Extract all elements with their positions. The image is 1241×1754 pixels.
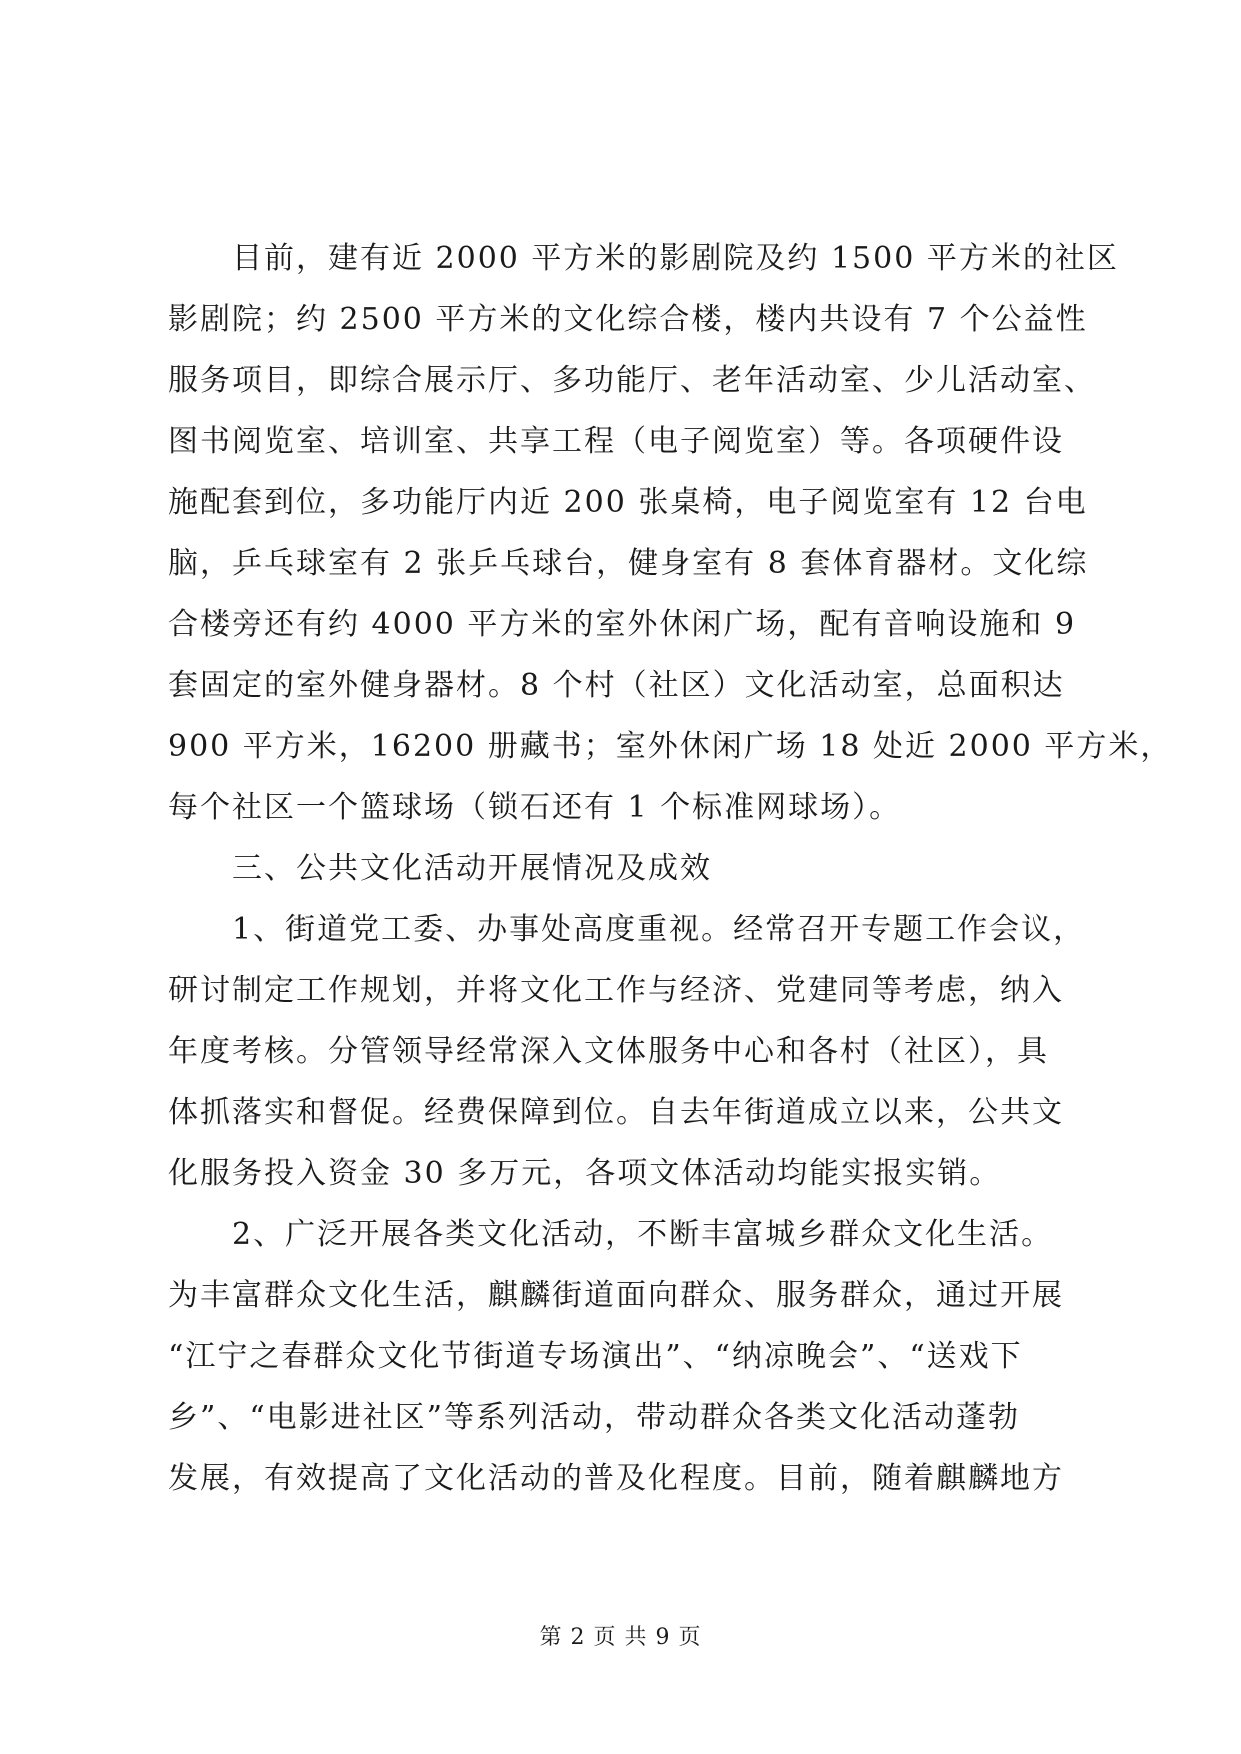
paragraph-line: 900 平方米，16200 册藏书；室外休闲广场 18 处近 2000 平方米， [168,729,1173,764]
paragraph-line: 为丰富群众文化生活，麒麟街道面向群众、服务群众，通过开展 [168,1278,1064,1313]
paragraph-line: 体抓落实和督促。经费保障到位。自去年街道成立以来，公共文 [168,1095,1064,1130]
paragraph-line: 化服务投入资金 30 多万元，各项文体活动均能实报实销。 [168,1156,1002,1191]
page-number-footer: 第 2 页 共 9 页 [539,1625,702,1650]
paragraph-line: 研讨制定工作规划，并将文化工作与经济、党建同等考虑，纳入 [168,973,1064,1008]
paragraph-line: “江宁之春群众文化节街道专场演出”、“纳凉晚会”、“送戏下 [168,1339,1023,1374]
section-heading: 三、公共文化活动开展情况及成效 [232,851,712,886]
paragraph-line: 2、广泛开展各类文化活动，不断丰富城乡群众文化生活。 [232,1217,1054,1252]
paragraph-line: 图书阅览室、培训室、共享工程（电子阅览室）等。各项硬件设 [168,424,1064,459]
paragraph-line: 施配套到位，多功能厅内近 200 张桌椅，电子阅览室有 12 台电 [168,485,1088,520]
paragraph-line: 套固定的室外健身器材。8 个村（社区）文化活动室，总面积达 [168,668,1065,703]
paragraph-line: 服务项目，即综合展示厅、多功能厅、老年活动室、少儿活动室、 [168,363,1096,398]
document-body [168,228,1173,1509]
paragraph-line: 脑，乒乓球室有 2 张乒乓球台，健身室有 8 套体育器材。文化综 [168,546,1089,581]
paragraph-line: 影剧院；约 2500 平方米的文化综合楼，楼内共设有 7 个公益性 [168,302,1088,337]
paragraph-line: 年度考核。分管领导经常深入文体服务中心和各村（社区），具 [168,1034,1049,1069]
paragraph-line: 每个社区一个篮球场（锁石还有 1 个标准网球场）。 [168,790,902,825]
paragraph-line: 合楼旁还有约 4000 平方米的室外休闲广场，配有音响设施和 9 [168,607,1077,642]
paragraph-line: 发展，有效提高了文化活动的普及化程度。目前，随着麒麟地方 [168,1461,1064,1496]
paragraph-line: 1、街道党工委、办事处高度重视。经常召开专题工作会议， [232,912,1086,947]
paragraph-line: 乡”、“电影进社区”等系列活动，带动群众各类文化活动蓬勃 [168,1400,1021,1435]
paragraph-line: 目前，建有近 2000 平方米的影剧院及约 1500 平方米的社区 [232,241,1119,276]
